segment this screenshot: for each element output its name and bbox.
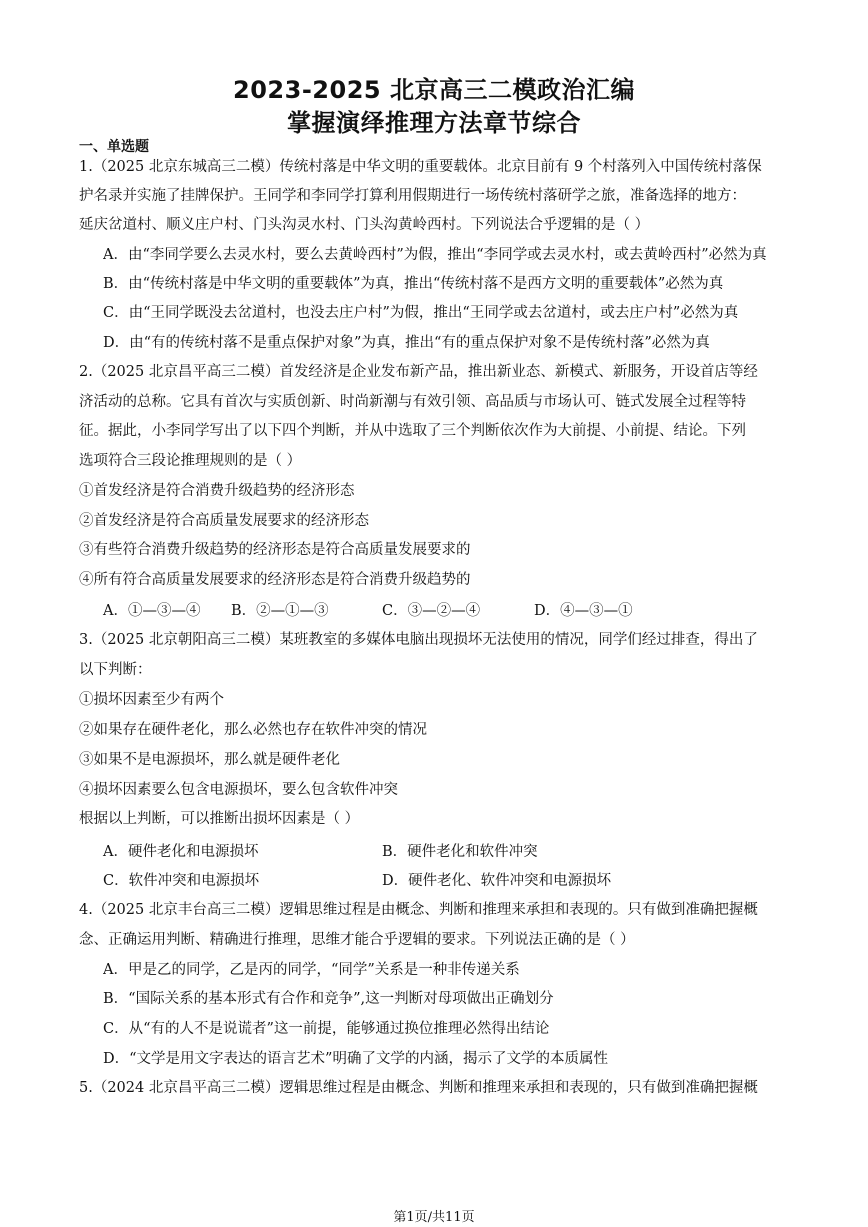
question-3-item: ④损坏因素要么包含电源损坏，要么包含软件冲突	[79, 782, 398, 798]
question-2-stem-line: 济活动的总称。它具有首次与实质创新、时尚新潮与有效引领、高品质与市场认可、链式发展全过程等特	[79, 394, 746, 410]
question-3-question: 根据以上判断，可以推断出损坏因素是（ ）	[79, 811, 360, 827]
question-1-option-a: A．由“李同学要么去灵水村，要么去黄岭西村”为假，推出“李同学或去灵水村，或去黄岭西村”必然为真	[103, 247, 767, 263]
question-2-option-c: C．③—②—④	[382, 603, 481, 619]
question-3-option-a: A．硬件老化和电源损坏	[103, 844, 259, 860]
question-2-stem-line: 2.（2025 北京昌平高三二模）首发经济是企业发布新产品，推出新业态、新模式、新服务，开设首店等经	[79, 364, 758, 380]
page-footer: 第1页/共11页	[393, 1210, 475, 1225]
question-2-stem-line: 征。据此，小李同学写出了以下四个判断，并从中选取了三个判断依次作为大前提、小前提、结论。下列	[79, 423, 746, 439]
question-3-item: ②如果存在硬件老化，那么必然也存在软件冲突的情况	[79, 722, 427, 738]
question-2-item: ④所有符合高质量发展要求的经济形态是符合消费升级趋势的	[79, 572, 471, 588]
question-1-option-c: C．由“王同学既没去岔道村，也没去庄户村”为假，推出“王同学或去岔道村，或去庄户村”必然为真	[103, 305, 739, 321]
question-3-option-c: C．软件冲突和电源损坏	[103, 873, 260, 889]
question-4-option-b: B．“国际关系的基本形式有合作和竞争”,这一判断对母项做出正确划分	[103, 991, 554, 1007]
question-1-stem-line: 护名录并实施了挂牌保护。王同学和李同学打算利用假期进行一场传统村落研学之旅，准备选择的地方：	[79, 188, 746, 204]
question-2-item: ①首发经济是符合消费升级趋势的经济形态	[79, 483, 355, 499]
question-1-option-b: B．由“传统村落是中华文明的重要载体”为真，推出“传统村落不是西方文明的重要载体”必然为真	[103, 276, 724, 292]
question-4-option-a: A．甲是乙的同学，乙是丙的同学，“同学”关系是一种非传递关系	[103, 962, 520, 978]
section-heading: 一、单选题	[79, 139, 149, 155]
question-3-item: ①损坏因素至少有两个	[79, 692, 224, 708]
question-2-option-a: A．①—③—④	[103, 603, 201, 619]
question-2-option-d: D．④—③—①	[534, 603, 633, 619]
document-subtitle: 掌握演绎推理方法章节综合	[287, 109, 581, 137]
question-3-option-d: D．硬件老化、软件冲突和电源损坏	[382, 873, 612, 889]
question-1-stem-line: 1.（2025 北京东城高三二模）传统村落是中华文明的重要载体。北京目前有 9 个村落列入中国传统村落保	[79, 159, 762, 175]
question-4-stem-line: 念、正确运用判断、精确进行推理，思维才能合乎逻辑的要求。下列说法正确的是（ ）	[79, 932, 635, 948]
question-4-option-d: D．“文学是用文字表达的语言艺术”明确了文学的内涵，揭示了文学的本质属性	[103, 1051, 608, 1067]
question-3-option-b: B．硬件老化和软件冲突	[382, 844, 538, 860]
document-title: 2023-2025 北京高三二模政治汇编	[233, 76, 635, 104]
question-2-option-b: B．②—①—③	[231, 603, 329, 619]
question-2-stem-line: 选项符合三段论推理规则的是（ ）	[79, 453, 302, 469]
question-1-option-d: D．由“有的传统村落不是重点保护对象”为真，推出“有的重点保护对象不是传统村落”必然为真	[103, 335, 710, 351]
question-4-option-c: C．从“有的人不是说谎者”这一前提，能够通过换位推理必然得出结论	[103, 1021, 550, 1037]
question-4-stem-line: 4.（2025 北京丰台高三二模）逻辑思维过程是由概念、判断和推理来承担和表现的。只有做到准确把握概	[79, 902, 758, 918]
question-5-stem-line: 5.（2024 北京昌平高三二模）逻辑思维过程是由概念、判断和推理来承担和表现的，只有做到准确把握概	[79, 1080, 758, 1096]
question-3-stem-line: 以下判断：	[79, 662, 152, 678]
question-1-stem-line: 延庆岔道村、顺义庄户村、门头沟灵水村、门头沟黄岭西村。下列说法合乎逻辑的是（ ）	[79, 217, 650, 233]
question-3-item: ③如果不是电源损坏，那么就是硬件老化	[79, 752, 340, 768]
question-2-item: ③有些符合消费升级趋势的经济形态是符合高质量发展要求的	[79, 542, 471, 558]
question-3-stem-line: 3.（2025 北京朝阳高三二模）某班教室的多媒体电脑出现损坏无法使用的情况，同学们经过排查，得出了	[79, 632, 758, 648]
question-2-item: ②首发经济是符合高质量发展要求的经济形态	[79, 513, 369, 529]
